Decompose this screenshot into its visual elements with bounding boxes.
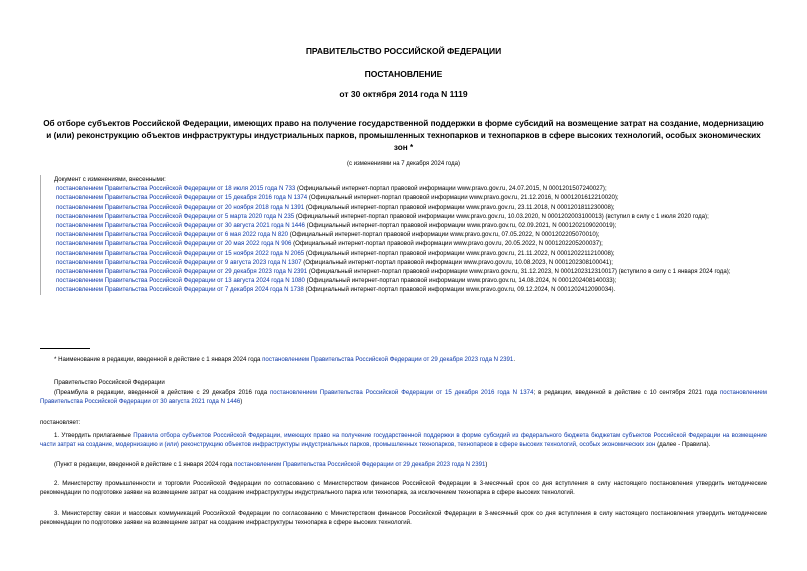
amendment-link[interactable]: постановлением Правительства Российской Федерации от 5 марта 2020 года N 235: [56, 212, 295, 220]
rules-link[interactable]: Правила отбора субъектов Российской Федерации, имеющих право на получение государственной поддержки в форме субсидий из федерального бюджета бюджетам субъектов Российской Федерации на возмещение части затрат на создание, модернизацию и (или) реконструкцию объектов инфраструктуры индустриальных парков, промышленных технопарков, технопарков в сфере высоких технологий, особых экономических зон: [40, 432, 767, 449]
preamble-link-2016[interactable]: постановлением Правительства Российской Федерации от 15 декабря 2016 года N 1374: [270, 389, 534, 396]
point-2: 2. Министерству промышленности и торговли Российской Федерации по согласованию с Министерством финансов Российской Федерации в 3-месячный срок со дня вступления в силу настоящего постановления утвердить методические рекомендации по подготовке заявки на возмещение затрат на создание инфраструктуры индустриального парка или технопарка, за исключением технопарка в сфере высоких технологий.: [40, 480, 767, 497]
point-3: 3. Министерству связи и массовых коммуникаций Российской Федерации по согласованию с Министерством финансов Российской Федерации в 3-месячный срок со дня вступления в силу настоящего постановления утвердить методические рекомендации по подготовке заявки на возмещение затрат на создание инфраструктуры технопарка в сфере высоких технологий.: [40, 510, 767, 527]
amendment-publication: (Официальный интернет-портал правовой информации www.pravo.gov.ru, 31.12.2023, N 0001202312310017) (вступило в силу с 1 января 2024 года);: [307, 268, 731, 276]
amendment-publication: (Официальный интернет-портал правовой информации www.pravo.gov.ru, 09.12.2024, N 0001202412090034).: [303, 286, 616, 294]
point-1-note: (Пункт в редакции, введенной в действие с 1 января 2024 года постановлением Правительства Российской Федерации от 29 декабря 2023 года N 2391): [54, 461, 488, 468]
preamble-link-2021[interactable]: постановлением Правительства Российской Федерации от 30 августа 2021 года N 1446: [40, 389, 767, 406]
document-title: Об отборе субъектов Российской Федерации, имеющих право на получение государственной поддержки в форме субсидий на возмещение затрат на создание, модернизацию и (или) реконструкцию объектов инфраструктуры индустриальных парков, промышленных технопарков и технопарков в сфере высоких технологий, особых экономических зон *: [43, 119, 764, 152]
amendment-link[interactable]: постановлением Правительства Российской Федерации от 6 мая 2022 года N 820: [56, 231, 289, 239]
amendment-publication: (Официальный интернет-портал правовой информации www.pravo.gov.ru, 07.05.2022, N 0001202205070010);: [288, 231, 600, 239]
footnote-divider: [40, 348, 90, 349]
decree-word: постановляет:: [40, 419, 81, 426]
amendment-item: [44, 258, 771, 267]
point-1: 1. Утвердить прилагаемые Правила отбора субъектов Российской Федерации, имеющих право на получение государственной поддержки в форме субсидий из федерального бюджета бюджетам субъектов Российской Федерации на возмещение части затрат на создание, модернизацию и (или) реконструкцию объектов инфраструктуры индустриальных парков, промышленных технопарков, технопарков в сфере высоких технологий, особых экономических зон (далее - Правила).: [40, 432, 767, 449]
amendment-item: [44, 221, 771, 230]
amendment-link[interactable]: постановлением Правительства Российской Федерации от 20 мая 2022 года N 906: [56, 240, 292, 248]
document-date-number: от 30 октября 2014 года N 1119: [339, 89, 468, 99]
amendment-publication: (Официальный интернет-портал правовой информации www.pravo.gov.ru, 10.08.2023, N 0001202308100041);: [301, 258, 613, 266]
amendment-link[interactable]: постановлением Правительства Российской Федерации от 13 августа 2024 года N 1080: [56, 277, 305, 285]
amendments-heading: Документ с изменениями, внесенными:: [54, 176, 166, 183]
government-heading: ПРАВИТЕЛЬСТВО РОССИЙСКОЙ ФЕДЕРАЦИИ: [305, 46, 502, 56]
amendment-item: [44, 267, 771, 276]
amendment-link[interactable]: постановлением Правительства Российской Федерации от 20 ноября 2018 года N 1391: [56, 203, 305, 211]
amendment-item: [44, 285, 771, 294]
preamble-note: (Преамбула в редакции, введенной в действие с 29 декабря 2016 года постановлением Правительства Российской Федерации от 15 декабря 2016 года N 1374; в редакции, введенной в действие с 10 сентября 2021 года постановлением Правительства Российской Федерации от 30 августа 2021 года N 1446): [40, 389, 767, 406]
amendment-publication: (Официальный интернет-портал правовой информации www.pravo.gov.ru, 02.09.2021, N 0001202109020019);: [304, 222, 617, 230]
amendment-link[interactable]: постановлением Правительства Российской Федерации от 29 декабря 2023 года N 2391: [56, 268, 308, 276]
amendment-link[interactable]: постановлением Правительства Российской Федерации от 15 ноября 2022 года N 2065: [56, 249, 305, 257]
amendment-link[interactable]: постановлением Правительства Российской Федерации от 15 декабря 2016 года N 1374: [56, 194, 308, 202]
amendment-item: [44, 239, 771, 248]
point-1-note-link[interactable]: постановлением Правительства Российской Федерации от 29 декабря 2023 года N 2391: [234, 461, 486, 468]
amendment-link[interactable]: постановлением Правительства Российской Федерации от 18 июля 2015 года N 733: [56, 185, 296, 193]
amendment-item: [44, 193, 771, 202]
footnote: * Наименование в редакции, введенной в действие с 1 января 2024 года постановлением Правительства Российской Федерации от 29 декабря 2023 года N 2391.: [54, 356, 516, 363]
amendment-link[interactable]: постановлением Правительства Российской Федерации от 30 августа 2021 года N 1446: [56, 222, 305, 230]
amendment-item: [44, 230, 771, 239]
amendments-block: [40, 175, 771, 295]
amendment-item: [44, 184, 771, 193]
document-type: ПОСТАНОВЛЕНИЕ: [364, 69, 443, 79]
amendment-item: [44, 212, 771, 221]
amendment-item: [44, 249, 771, 258]
preamble: Правительство Российской Федерации: [54, 379, 165, 386]
amendment-publication: (Официальный интернет-портал правовой информации www.pravo.gov.ru, 21.12.2016, N 0001201612210020);: [307, 194, 619, 202]
amendment-link[interactable]: постановлением Правительства Российской Федерации от 7 декабря 2024 года N 1738: [56, 286, 304, 294]
amendment-publication: (Официальный интернет-портал правовой информации www.pravo.gov.ru, 23.11.2018, N 0001201811230008);: [304, 203, 615, 211]
amendment-link[interactable]: постановлением Правительства Российской Федерации от 9 августа 2023 года N 1307: [56, 258, 302, 266]
amendment-publication: (Официальный интернет-портал правовой информации www.pravo.gov.ru, 24.07.2015, N 0001201507240027);: [295, 185, 607, 193]
edition-note: (с изменениями на 7 декабря 2024 года): [347, 161, 460, 167]
amendments-list: [44, 184, 771, 294]
amendment-item: [44, 203, 771, 212]
amendment-publication: (Официальный интернет-портал правовой информации www.pravo.gov.ru, 21.11.2022, N 0001202211210008);: [304, 249, 615, 257]
amendment-publication: (Официальный интернет-портал правовой информации www.pravo.gov.ru, 14.08.2024, N 0001202408140033);: [304, 277, 617, 285]
amendment-publication: (Официальный интернет-портал правовой информации www.pravo.gov.ru, 10.03.2020, N 0001202003100013) (вступил в силу с 1 июля 2020 года);: [294, 212, 709, 220]
amendment-publication: (Официальный интернет-портал правовой информации www.pravo.gov.ru, 20.05.2022, N 0001202205200037);: [291, 240, 603, 248]
footnote-link[interactable]: постановлением Правительства Российской Федерации от 29 декабря 2023 года N 2391: [262, 356, 514, 363]
amendment-item: [44, 276, 771, 285]
